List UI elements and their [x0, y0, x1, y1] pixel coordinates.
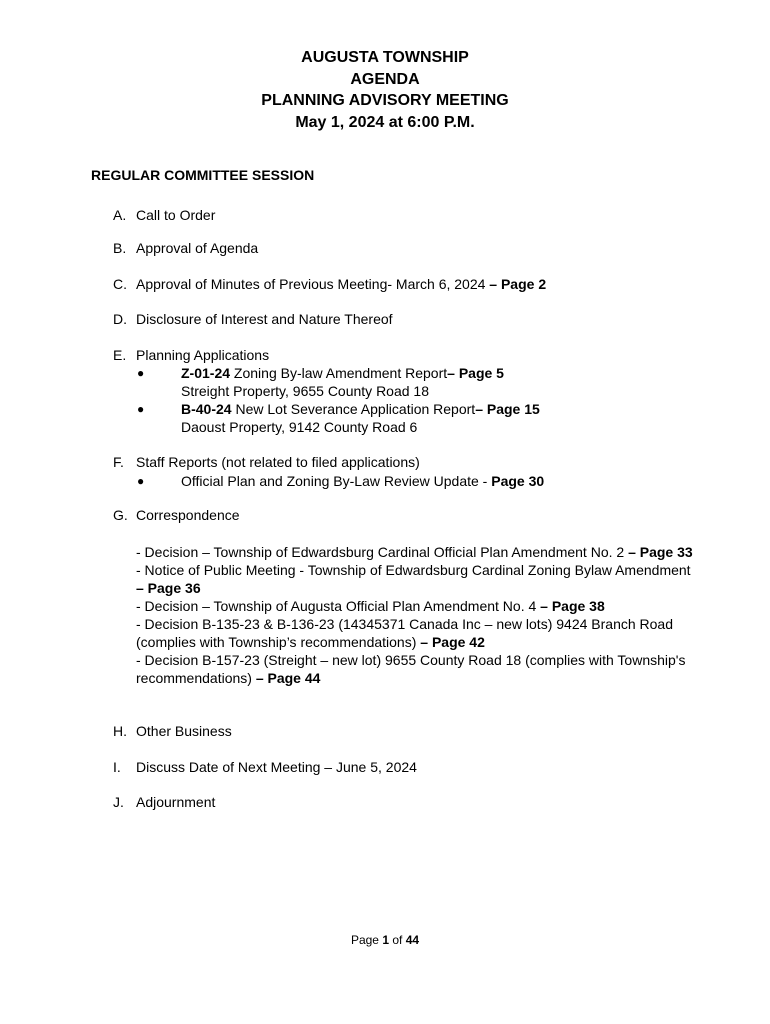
bullet-icon: ● [137, 474, 145, 488]
application-z-01-24 [181, 364, 504, 400]
current-page: 1 [382, 933, 389, 947]
item-letter: A. [113, 207, 127, 223]
page-reference: – Page 15 [475, 401, 540, 417]
agenda-item-c [113, 276, 546, 292]
township-name: AUGUSTA TOWNSHIP [301, 49, 469, 66]
total-pages: 44 [405, 933, 420, 947]
item-letter: B. [113, 240, 127, 256]
page-prefix: Page [350, 933, 383, 947]
page-number [0, 933, 770, 947]
item-letter: E. [113, 347, 127, 363]
agenda-item-i [113, 759, 417, 775]
item-text: Approval of Minutes of Previous Meeting- March 6, 2024 [136, 276, 490, 292]
correspondence-item [136, 561, 696, 597]
page-reference: – Page 33 [628, 544, 693, 560]
agenda-item-g [113, 507, 240, 523]
correspondence-list [136, 543, 696, 687]
item-text: Approval of Agenda [136, 240, 259, 256]
item-letter: C. [113, 276, 127, 292]
item-text: Disclosure of Interest and Nature Thereof [136, 311, 393, 327]
page-reference: – Page 2 [489, 276, 547, 292]
meeting-date: May 1, 2024 at 6:00 P.M. [295, 113, 475, 131]
item-letter: I. [113, 759, 121, 775]
item-text: Staff Reports (not related to filed applications) [136, 454, 420, 470]
application-detail: Daoust Property, 9142 County Road 6 [181, 419, 418, 435]
application-title: New Lot Severance Application Report [231, 401, 476, 417]
item-text: Call to Order [136, 207, 216, 223]
application-title: Zoning By-law Amendment Report [230, 365, 448, 381]
document-type: AGENDA [350, 70, 420, 88]
application-detail: Streight Property, 9655 County Road 18 [181, 383, 430, 399]
item-text: Planning Applications [136, 347, 270, 363]
item-letter: F. [113, 454, 124, 470]
bullet-icon: ● [137, 366, 145, 380]
application-code: B-40-24 [181, 401, 232, 417]
session-title: REGULAR COMMITTEE SESSION [91, 167, 315, 183]
agenda-item-a [113, 207, 215, 223]
page-reference: – Page 36 [136, 580, 201, 596]
item-text: Discuss Date of Next Meeting – June 5, 2024 [136, 759, 417, 775]
meeting-name: PLANNING ADVISORY MEETING [261, 92, 509, 109]
agenda-item-b [113, 240, 258, 256]
correspondence-item [136, 651, 696, 687]
page-reference: – Page 5 [447, 365, 504, 381]
agenda-item-j [113, 794, 215, 810]
item-text: Other Business [136, 723, 232, 739]
page-reference: – Page 38 [540, 598, 605, 614]
item-text: Adjournment [136, 794, 216, 810]
correspondence-text: - Decision – Township of Edwardsburg Cardinal Official Plan Amendment No. 2 [136, 544, 629, 560]
application-code: Z-01-24 [181, 365, 231, 381]
agenda-item-e [113, 347, 269, 363]
correspondence-text: - Notice of Public Meeting - Township of Edwardsburg Cardinal Zoning Bylaw Amendment [136, 562, 691, 578]
staff-report-1 [181, 472, 544, 490]
item-letter: H. [113, 723, 127, 739]
application-b-40-24 [181, 400, 540, 436]
page-reference: Page 30 [491, 473, 545, 489]
item-text: Correspondence [136, 507, 240, 523]
page-reference: – Page 44 [255, 670, 321, 686]
item-letter: G. [113, 507, 128, 523]
correspondence-text: - Decision B-135-23 & B-136-23 (14345371 Canada Inc – new lots) 9424 Branch Road (complies with Township’s recommendations) [136, 616, 673, 650]
correspondence-text: - Decision – Township of Augusta Official Plan Amendment No. 4 [136, 598, 541, 614]
correspondence-item [136, 597, 696, 615]
agenda-item-h [113, 723, 232, 739]
item-letter: J. [113, 794, 124, 810]
correspondence-text: - Decision B-157-23 (Streight – new lot) 9655 County Road 18 (complies with Township's recommendations) [136, 652, 686, 686]
document-header [0, 47, 770, 133]
page-reference: – Page 42 [420, 634, 485, 650]
agenda-item-d [113, 311, 393, 327]
correspondence-item [136, 615, 696, 651]
report-title: Official Plan and Zoning By-Law Review Update - [181, 473, 492, 489]
item-letter: D. [113, 311, 127, 327]
agenda-item-f [113, 454, 420, 470]
bullet-icon: ● [137, 402, 145, 416]
page-separator: of [389, 933, 406, 947]
correspondence-item [136, 543, 696, 561]
